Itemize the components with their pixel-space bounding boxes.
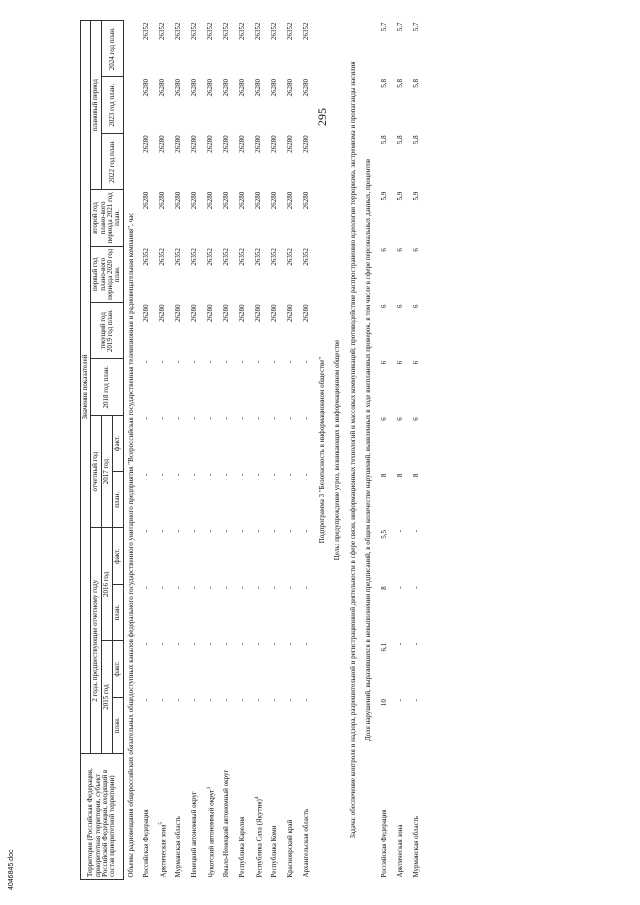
row-value: - [158,586,167,589]
row-value: - [142,699,151,702]
row-value: 26352 [254,22,263,40]
row-value: 26280 [270,135,279,153]
row-value: 5,8 [411,79,420,88]
row-value: 26352 [158,248,167,266]
row-value: 26280 [158,304,167,322]
row-territory-name: Республика Коми [270,825,279,878]
header-2023: 2023 год план. [101,77,123,133]
row-value: - [222,699,231,702]
row-territory-name: Российская Федерация [142,809,151,878]
header-values: Значения показателей [81,21,91,754]
row-value: 6 [395,304,404,308]
row-value: 5,8 [411,135,420,145]
row-value: 26352 [142,22,151,40]
row-value: 26280 [174,135,183,153]
row-value: - [270,586,279,589]
row-value: 5,8 [379,79,388,88]
row-value: 6 [379,304,388,308]
row-value: 26280 [190,304,199,322]
row-value: - [302,417,311,420]
task-text-text: Задача: обеспечение контроля и надзора, разрешительной и регистрационной деятельности в сфере связи, информационных технологий и массовых коммуникаций; противодействие распространению идеологии терроризма, экстремизма и пропаганды насилия [348,61,357,839]
row-value: - [142,473,151,476]
row-value: - [190,586,199,589]
row-value: 26280 [222,79,231,97]
table-body [123,21,424,880]
row-value: 26280 [222,191,231,210]
row-value: 26280 [254,191,263,210]
row-value: 26352 [270,248,279,266]
table-row [283,21,299,880]
row-territory-name: Российская Федерация [379,809,388,878]
row-value: 26280 [158,191,167,210]
goal-text-text: Цель: предупреждение угроз, возникающих в информационном обществе [333,339,342,561]
table-row [392,21,408,880]
row-value: 26352 [158,22,167,40]
row-value: - [222,642,231,646]
row-value: 26280 [302,191,311,210]
table-row [299,21,315,880]
row-value: - [286,360,295,364]
row-value: - [206,699,215,702]
row-value: 26280 [190,191,199,210]
row-value: 6 [379,248,388,252]
row-value: - [174,473,183,476]
header-plan: план. [113,584,123,640]
row-value: - [206,586,215,589]
row-value: 6 [411,304,420,308]
row-territory-name: Мурманская область [411,815,420,878]
section1-title-text: Объемы радиовещания общероссийских обязательных общедоступных каналов федерального государственного унитарного предприятия "Всероссийская государственная телевизионная и радиовещательная компания", час [126,212,135,878]
row-value: - [395,586,404,589]
header-plan: план. [113,697,123,753]
row-value: - [206,530,215,533]
row-value: 6 [411,417,420,421]
row-value: - [190,360,199,364]
header-2015: 2015 год [101,641,113,754]
row-value: - [190,642,199,646]
row-value: - [174,699,183,702]
row-value: - [206,473,215,476]
row-value: - [158,699,167,702]
row-value: - [270,417,279,420]
row-value: 26280 [254,304,263,322]
row-value: 26352 [302,22,311,40]
header-current: текущий год 2019 год план. [91,303,123,359]
row-value: 26280 [142,79,151,97]
row-value: - [174,530,183,533]
row-value: 6 [379,360,388,365]
row-value: 26280 [142,135,151,153]
row-territory-name: Республика Карелия [238,816,247,878]
row-value: - [254,360,263,364]
row-value: 26280 [206,79,215,97]
row-territory-name: Республика Саха (Якутия)$^4$ [254,796,264,878]
header-prev2: 2 года, предшествующие отчетному году [91,528,101,754]
header-2016: 2016 год [101,528,113,641]
row-value: 26280 [286,135,295,153]
row-value: - [222,360,231,364]
row-value: - [411,699,420,702]
footer-doc-id: 4046845.doc [8,849,15,890]
row-value: 26280 [270,79,279,97]
row-value: 26352 [190,22,199,40]
goal-text [330,21,345,880]
row-value: - [142,360,151,364]
row-value: 26352 [174,248,183,266]
row-value: - [222,417,231,420]
row-value: 5,9 [411,191,420,201]
row-value: 26280 [302,79,311,97]
row-value: - [286,586,295,589]
row-territory-name: Архангельская область [302,808,311,878]
row-value: - [158,417,167,420]
header-reporting: отчетный год [91,415,101,528]
table-row [203,21,219,880]
header-2017: 2017 год [101,415,113,528]
row-territory-name: Ямало-Ненецкий автономный округ [222,769,231,878]
row-value: 26280 [238,191,247,210]
row-value: 26352 [222,248,231,266]
row-value: 26352 [222,22,231,40]
row-value: 6 [411,360,420,365]
row-value: - [158,530,167,533]
row-value: - [395,699,404,702]
row-value: - [222,530,231,533]
row-value: 26280 [286,304,295,322]
row-value: - [270,530,279,533]
row-value: 26352 [238,22,247,40]
row-value: 26352 [254,248,263,266]
row-value: 26280 [158,79,167,97]
row-value: - [174,360,183,364]
row-value: - [286,699,295,702]
header-2018: 2018 год план. [91,359,123,415]
header-2024: 2024 год план. [101,21,123,78]
row-value: - [174,417,183,420]
row-value: - [302,473,311,476]
row-value: 26280 [286,191,295,210]
row-value: 5,7 [395,22,404,32]
row-value: 26352 [142,248,151,266]
row-value: 6,1 [379,642,388,652]
row-value: - [270,360,279,364]
row-value: 26280 [206,304,215,322]
subprogram-title-text: Подпрограмма 3 "Безопасность в информационном обществе" [318,356,327,544]
row-value: - [142,586,151,589]
section2-title [361,21,376,880]
subprogram-title [315,21,330,880]
header-first-plan: первый год плано-вого периода 2020 год план. [91,246,123,302]
row-value: - [302,586,311,589]
row-value: - [190,473,199,476]
row-value: - [395,530,404,533]
row-value: 26280 [174,304,183,322]
row-value: 26280 [254,79,263,97]
header-plan: план. [113,472,123,528]
header-fact: факт. [113,641,123,697]
row-value: 8 [379,473,388,478]
row-value: 26280 [302,304,311,322]
section2-title-text: Доля нарушений, выразившихся в невыполнении предписаний, в общем количестве нарушений, выявленных в ходе внеплановых проверок, в том числе в сфере персональных данных, процентов [364,158,373,742]
row-value: 26280 [222,135,231,153]
row-value: 26280 [174,191,183,210]
row-value: - [174,586,183,589]
row-value: 26280 [222,304,231,322]
row-value: 26280 [238,135,247,153]
row-value: 26352 [174,22,183,40]
row-value: - [270,642,279,646]
row-value: - [206,360,215,364]
row-territory-name: Арктическая зона$^5$ [158,821,168,878]
row-value: - [174,642,183,646]
row-value: - [238,642,247,646]
row-value: - [238,699,247,702]
row-value: 8 [395,473,404,478]
row-value: - [238,530,247,533]
row-value: - [238,473,247,476]
row-value: - [158,473,167,476]
table-row [251,21,267,880]
row-value: 26280 [270,191,279,210]
row-value: - [286,530,295,533]
row-value: - [206,642,215,646]
row-value: 26280 [270,304,279,322]
table-row [235,21,251,880]
row-value: 5,5 [379,530,388,539]
rotated-table-page [80,20,620,880]
row-value: 26352 [270,22,279,40]
row-value: - [190,417,199,420]
row-value: - [286,417,295,420]
row-value: 26280 [302,135,311,153]
row-value: 26280 [286,79,295,97]
table-row [187,21,203,880]
table-row [139,21,155,880]
row-value: - [238,417,247,420]
row-territory-name: Мурманская область [174,815,183,878]
row-value: 5,9 [379,191,388,201]
row-value: 5,7 [379,22,388,32]
table-row [267,21,283,880]
table-row [155,21,171,880]
row-value: 6 [411,248,420,252]
row-value: - [158,642,167,646]
row-value: - [158,360,167,364]
row-value: 26280 [238,79,247,97]
row-value: 26352 [190,248,199,266]
row-value: 26280 [142,304,151,322]
row-value: - [254,530,263,533]
row-value: 26352 [286,248,295,266]
row-value: 6 [395,248,404,252]
header-fact: факт. [113,415,123,471]
row-value: - [302,699,311,702]
row-value: 26280 [158,135,167,153]
row-value: - [286,642,295,646]
row-value: - [254,417,263,420]
row-value: 5,9 [395,191,404,201]
row-value: 26352 [302,248,311,266]
table-row [171,21,187,880]
row-value: 26352 [206,248,215,266]
row-value: - [270,473,279,476]
row-value: 5,8 [395,135,404,145]
row-value: 6 [395,417,404,421]
row-value: - [190,699,199,702]
row-value: 10 [379,699,388,707]
row-value: - [254,642,263,646]
row-value: - [142,417,151,420]
row-value: - [302,642,311,646]
row-value: - [302,360,311,364]
row-value: 26280 [190,79,199,97]
row-value: 26280 [238,304,247,322]
row-value: - [395,642,404,646]
section1-title [123,21,139,880]
row-value: - [411,586,420,589]
row-value: - [302,530,311,533]
row-value: 6 [379,417,388,421]
row-value: - [190,530,199,533]
task-text [346,21,361,880]
row-value: 5,8 [395,79,404,88]
row-value: 8 [379,586,388,590]
table-row [219,21,235,880]
header-territory: Территория (Российская Федерация, приоритетная территория, субъект Российской Федерации, входящий в состав приоритетной территории) [81,754,124,880]
header-fact: факт. [113,528,123,584]
row-value: - [254,473,263,476]
row-value: 26352 [206,22,215,40]
row-value: 26280 [142,191,151,210]
row-value: - [286,473,295,476]
row-value: - [206,417,215,420]
indicators-table [80,20,424,880]
row-territory-name: Красноярский край [286,819,295,878]
row-value: 26280 [174,79,183,97]
row-value: - [222,586,231,589]
row-value: 26280 [254,135,263,153]
table-row [376,21,392,880]
row-territory-name: Ненецкий автономный округ [190,791,199,878]
row-value: - [142,530,151,533]
row-value: 6 [395,360,404,365]
header-2022: 2022 год план. [101,133,123,189]
row-territory-name: Чукотский автономный округ$^3$ [206,786,216,878]
row-value: 26352 [238,248,247,266]
row-value: - [411,530,420,533]
header-second-plan: второй год плано-вого периода 2021 год план. [91,190,123,246]
table-row [408,21,424,880]
row-value: - [142,642,151,646]
row-value: - [411,642,420,646]
page-number: 295 [315,108,329,126]
header-planned: плановый период [91,21,101,190]
row-value: - [254,699,263,702]
row-value: - [238,586,247,589]
row-value: 8 [411,473,420,478]
row-value: 26352 [286,22,295,40]
row-value: 5,8 [379,135,388,145]
row-value: 26280 [206,135,215,153]
row-value: - [222,473,231,476]
row-value: 5,7 [411,22,420,32]
row-territory-name: Арктическая зона [395,824,404,878]
row-value: - [254,586,263,589]
row-value: - [238,360,247,364]
row-value: 26280 [206,191,215,210]
row-value: - [270,699,279,702]
row-value: 26280 [190,135,199,153]
